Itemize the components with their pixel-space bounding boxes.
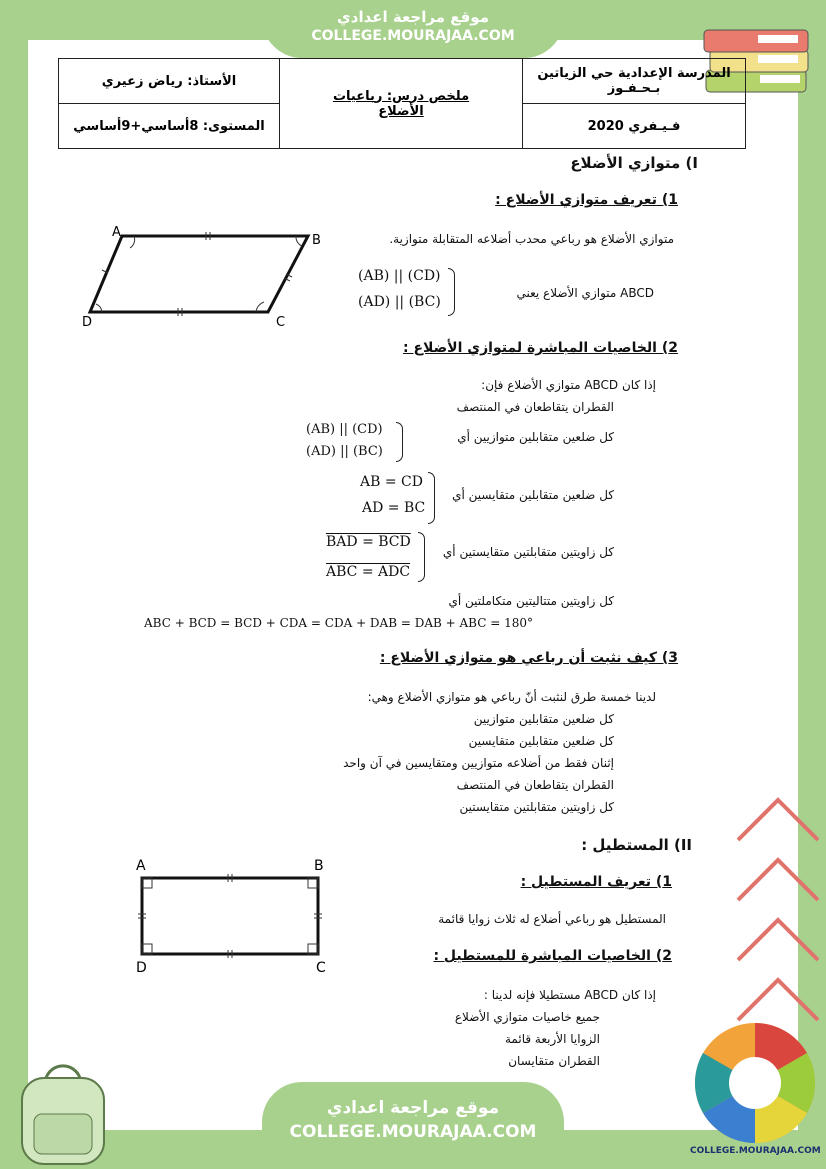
property-3: كل ضلعين متقابلين متقايسين أي xyxy=(452,488,614,502)
date-cell: فـيـفري 2020 xyxy=(523,104,746,149)
section-2-title: II) المستطيل : xyxy=(581,836,692,854)
label-a: A xyxy=(136,858,146,874)
rectangle-property: القطران متقايسان xyxy=(508,1054,600,1068)
header-table xyxy=(58,58,746,149)
site-banner-bottom[interactable] xyxy=(262,1082,564,1169)
rectangle-properties-intro: إذا كان ABCD مستطيلا فإنه لدينا : xyxy=(483,988,656,1002)
rectangle-figure xyxy=(132,856,332,976)
property-5: كل زاويتين متتاليتين متكاملتين أي xyxy=(448,594,614,608)
label-d: D xyxy=(136,960,147,976)
school-name: المدرسة الإعدادية حي الزياتين xyxy=(537,66,731,81)
rectangle-properties-heading: 2) الخاصيات المباشرة للمستطيل : xyxy=(433,948,672,964)
prop4-eq-2: ABC = ADC xyxy=(326,564,411,580)
banner-title-ar: موقع مراجعة اعدادي xyxy=(337,8,489,26)
def-eq-1: (AB) || (CD) xyxy=(358,268,441,284)
logo-caption: COLLEGE.MOURAJAA.COM xyxy=(690,1146,821,1156)
prop4-eq-1: BAD = BCD xyxy=(326,534,411,550)
site-banner-top[interactable] xyxy=(262,0,564,58)
prop2-eq-1: (AB) || (CD) xyxy=(306,422,383,437)
proof-item: إثنان فقط من أضلاعه متوازيين ومتقايسين في آن واحد xyxy=(343,756,614,770)
rectangle-property: جميع خاصيات متوازي الأضلاع xyxy=(454,1010,600,1024)
banner-title-ar: موقع مراجعة اعدادي xyxy=(326,1098,500,1118)
label-c: C xyxy=(276,315,286,330)
summary-title: ملخص درس: رباعيات xyxy=(332,88,470,104)
proof-intro: لدينا خمسة طرق لنثبت أنّ رباعي هو متوازي الأضلاع وهي: xyxy=(367,690,656,704)
site-logo[interactable] xyxy=(692,1020,818,1146)
property-4: كل زاويتين متقابلتين متقايستين أي xyxy=(442,545,614,559)
proof-item: كل زاويتين متقابلتين متقايستين xyxy=(459,800,614,814)
parallelogram-figure xyxy=(78,222,321,332)
summary-cell xyxy=(280,59,523,149)
proof-heading: 3) كيف نثبت أن رباعي هو متوازي الأضلاع : xyxy=(379,650,678,666)
label-c: C xyxy=(316,960,326,976)
teacher-cell: الأستاذ: رياض زعيري xyxy=(59,59,280,104)
brace xyxy=(428,472,435,524)
properties-intro: إذا كان ABCD متوازي الأضلاع فإن: xyxy=(481,378,656,392)
proof-item: كل ضلعين متقابلين متوازيين xyxy=(473,712,614,726)
label-d: D xyxy=(82,315,93,330)
properties-heading: 2) الخاصيات المباشرة لمتوازي الأضلاع : xyxy=(402,340,678,356)
summary-subtitle: الأضلاع xyxy=(378,103,424,119)
school-cell xyxy=(523,59,746,104)
rectangle-property: الزوايا الأربعة قائمة xyxy=(504,1032,600,1046)
prop2-eq-2: (AD) || (BC) xyxy=(306,444,383,459)
decorative-dots xyxy=(52,44,202,50)
brace xyxy=(396,422,403,462)
def-eq-2: (AD) || (BC) xyxy=(358,294,441,310)
banner-url: COLLEGE.MOURAJAA.COM xyxy=(311,28,515,44)
backpack-icon xyxy=(8,1054,118,1166)
label-a: A xyxy=(112,225,121,240)
property-1: القطران يتقاطعان في المنتصف xyxy=(456,400,614,414)
brace xyxy=(418,532,425,582)
banner-url: COLLEGE.MOURAJAA.COM xyxy=(289,1122,537,1142)
proof-item: القطران يتقاطعان في المنتصف xyxy=(456,778,614,792)
definition-heading: 1) تعريف متوازي الأضلاع : xyxy=(495,192,678,208)
prop3-eq-2: AD = BC xyxy=(362,500,426,516)
prop5-eq: ABC + BCD = BCD + CDA = CDA + DAB = DAB + ABC = 180° xyxy=(144,616,533,630)
rectangle-definition-heading: 1) تعريف المستطيل : xyxy=(520,874,672,890)
definition-text: متوازي الأضلاع هو رباعي محدب أضلاعه المتقابلة متوازية. xyxy=(389,232,674,246)
prop3-eq-1: AB = CD xyxy=(360,474,423,490)
rectangle-definition-text: المستطيل هو رباعي أضلاع له ثلاث زوايا قائمة xyxy=(438,912,666,926)
level-cell: المستوى: 8أساسي+9أساسي xyxy=(59,104,280,149)
brace xyxy=(448,268,455,316)
school-city: بـحـفـوز xyxy=(607,81,661,96)
label-b: B xyxy=(312,233,321,248)
section-1-title: I) متوازي الأضلاع xyxy=(570,154,698,172)
property-2: كل ضلعين متقابلين متوازيين أي xyxy=(457,430,614,444)
label-b: B xyxy=(314,858,324,874)
definition-means: ABCD متوازي الأضلاع يعني xyxy=(516,286,654,300)
proof-item: كل ضلعين متقابلين متقايسين xyxy=(468,734,614,748)
